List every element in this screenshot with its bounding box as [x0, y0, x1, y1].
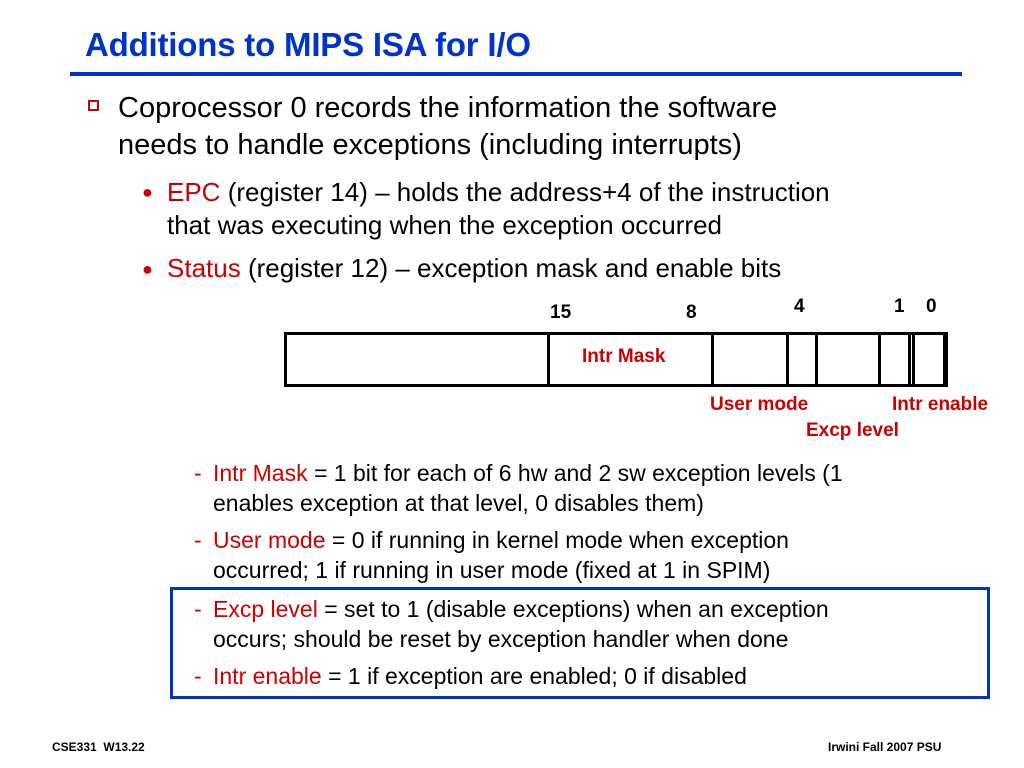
dash-item-user-mode-text — [213, 525, 789, 585]
dash-item-intr-mask-text — [213, 458, 843, 518]
intr-mask-field-label: Intr Mask — [582, 346, 666, 367]
dash-item-intr-mask-line1 — [213, 458, 843, 488]
intr-mask-term: Intr Mask — [213, 460, 308, 486]
excp-level-label: Excp level — [806, 420, 899, 441]
filled-circle-icon: ● — [142, 259, 153, 279]
register-divider-8 — [711, 332, 714, 387]
excp-level-bit-box — [878, 332, 911, 387]
status-term: Status — [167, 253, 241, 283]
intr-mask-line1-rest: = 1 bit for each of 6 hw and 2 sw exception levels (1 — [307, 460, 843, 486]
register-divider-15 — [547, 332, 550, 387]
dash-item-user-mode-line1 — [213, 525, 789, 555]
footer-right: Irwini Fall 2007 PSU — [828, 740, 942, 754]
user-mode-bit-box — [786, 332, 818, 387]
bit-number-15: 15 — [550, 302, 572, 323]
dash-marker: - — [194, 527, 202, 553]
intr-enable-bit-box — [912, 332, 946, 387]
dash-item-user-mode-line2: occurred; 1 if running in user mode (fixed at 1 in SPIM) — [213, 557, 771, 583]
epc-line1 — [167, 176, 830, 209]
status-rest: (register 12) – exception mask and enable bits — [240, 253, 782, 283]
dash-marker: - — [194, 460, 202, 486]
dash-item-intr-enable — [194, 661, 202, 691]
bit-number-0: 0 — [926, 296, 937, 317]
dash-marker: - — [194, 596, 202, 622]
intr-enable-line1-rest: = 1 if exception are enabled; 0 if disabled — [321, 663, 747, 689]
dash-item-user-mode — [194, 525, 202, 555]
dash-item-excp-level — [194, 594, 202, 624]
sub-bullet-epc — [167, 176, 830, 242]
intr-enable-label: Intr enable — [892, 394, 989, 415]
excp-level-line1-rest: = set to 1 (disable exceptions) when an exception — [317, 596, 829, 622]
dash-item-intr-mask — [194, 458, 202, 488]
dash-item-excp-level-text — [213, 594, 829, 654]
hollow-square-icon — [88, 100, 99, 111]
user-mode-label: User mode — [710, 394, 809, 415]
slide-title: Additions to MIPS ISA for I/O — [85, 26, 531, 63]
user-mode-term: User mode — [213, 527, 326, 553]
excp-level-term: Excp level — [213, 596, 318, 622]
footer-left: CSE331 W13.22 — [52, 740, 145, 754]
bit-number-4: 4 — [794, 296, 805, 317]
bit-number-8: 8 — [686, 302, 697, 323]
intr-enable-term: Intr enable — [213, 663, 322, 689]
title-underline — [70, 72, 962, 76]
epc-line2: that was executing when the exception occurred — [167, 210, 723, 240]
dash-marker: - — [194, 663, 202, 689]
user-mode-line1-rest: = 0 if running in kernel mode when exception — [325, 527, 789, 553]
filled-circle-icon: ● — [142, 182, 153, 202]
epc-term: EPC — [167, 177, 221, 207]
bullet-coprocessor-line2: needs to handle exceptions (including interrupts) — [118, 129, 742, 161]
dash-item-intr-enable-text — [213, 661, 747, 691]
bullet-coprocessor — [118, 90, 998, 164]
sub-bullet-status — [167, 252, 781, 285]
epc-line1-rest: (register 14) – holds the address+4 of the instruction — [220, 177, 830, 207]
bit-number-1: 1 — [894, 296, 905, 317]
dash-item-excp-level-line1 — [213, 594, 829, 624]
dash-item-intr-mask-line2: enables exception at that level, 0 disables them) — [213, 490, 704, 516]
dash-item-excp-level-line2: occurs; should be reset by exception handler when done — [213, 626, 789, 652]
bullet-coprocessor-line1: Coprocessor 0 records the information the software — [118, 92, 778, 124]
